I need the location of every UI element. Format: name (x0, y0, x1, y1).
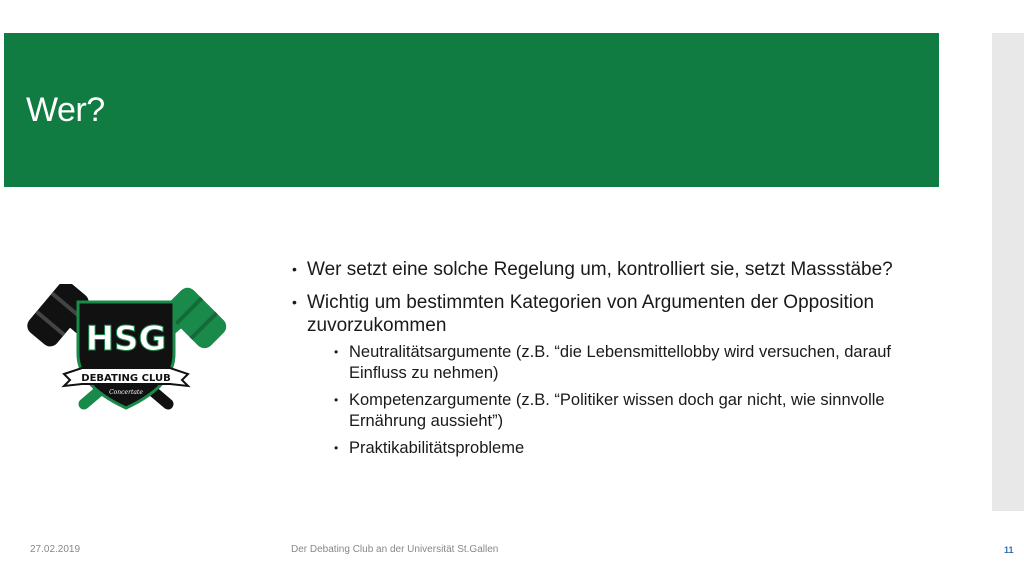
page-number: 11 (1004, 545, 1014, 555)
sub-bullet-item: • Praktikabilitätsprobleme (332, 438, 950, 459)
footer-date: 27.02.2019 (30, 544, 81, 555)
sub-bullet-item: • Kompetenzargumente (z.B. “Politiker wissen doch gar nicht, wie sinnvolle Ernährung aussieht”) (332, 390, 950, 431)
hsg-debating-club-logo (20, 284, 232, 412)
sub-bullet-list (332, 342, 950, 459)
sub-bullet-item: • Neutralitätsargumente (z.B. “die Lebensmittellobby wird versuchen, darauf Einfluss zu nehmen) (332, 342, 950, 383)
logo-initials: HSG (85, 319, 167, 359)
bullet-item (290, 291, 950, 459)
title-banner (4, 33, 939, 187)
bullet-text: Wichtig um bestimmten Kategorien von Argumenten der Opposition zuvorzukommen (307, 292, 875, 336)
footer-text: Der Debating Club an der Universität St.Gallen (291, 544, 499, 555)
slide-title: Wer? (26, 91, 105, 129)
scrollbar-track[interactable] (992, 33, 1024, 511)
bullet-text: Wer setzt eine solche Regelung um, kontrolliert sie, setzt Massstäbe? (307, 259, 893, 280)
logo-motto: Concertate (109, 389, 143, 396)
logo-banner-text: DEBATING CLUB (81, 373, 171, 384)
bullet-item (290, 258, 950, 281)
slide-body (290, 258, 950, 469)
bullet-list (290, 258, 950, 459)
